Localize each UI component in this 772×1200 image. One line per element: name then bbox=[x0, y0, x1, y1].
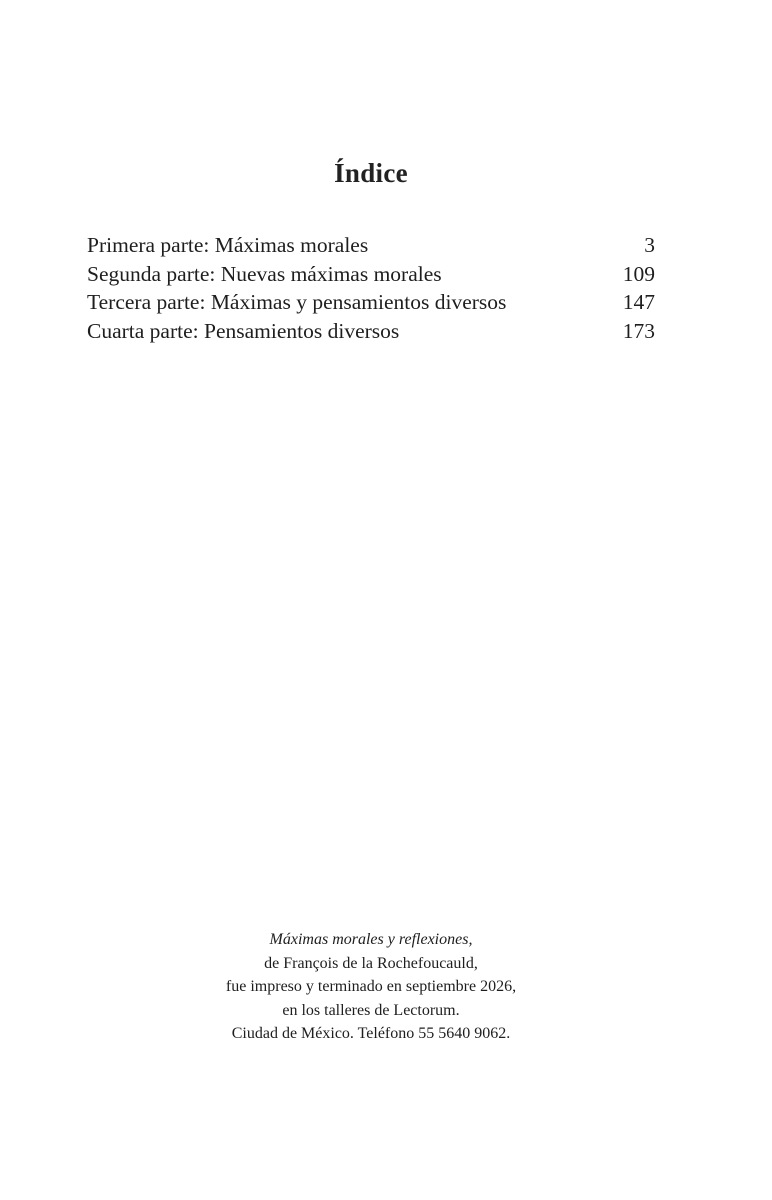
colophon-printed-date: fue impreso y terminado en septiembre 2026, bbox=[225, 978, 517, 995]
toc-entry-page: 147 bbox=[622, 290, 655, 314]
colophon-city-phone: Ciudad de México. Teléfono 55 5640 9062. bbox=[231, 1025, 511, 1042]
toc-entry-label: Tercera parte: Máximas y pensamientos diversos bbox=[87, 290, 507, 314]
toc-entry bbox=[87, 288, 655, 317]
colophon bbox=[0, 928, 742, 1046]
toc-entry-label: Cuarta parte: Pensamientos diversos bbox=[87, 318, 400, 343]
toc-entry bbox=[87, 231, 655, 260]
colophon-workshop: en los talleres de Lectorum. bbox=[282, 1001, 460, 1019]
toc-entry-page: 109 bbox=[622, 261, 655, 286]
page-title: Índice bbox=[334, 158, 408, 189]
toc-entry bbox=[87, 317, 655, 346]
table-of-contents bbox=[87, 231, 655, 345]
toc-entry bbox=[87, 260, 655, 289]
toc-entry-page: 3 bbox=[644, 233, 655, 257]
toc-entry-page: 173 bbox=[622, 318, 655, 343]
colophon-author: de François de la Rochefoucauld, bbox=[264, 954, 478, 972]
toc-entry-label: Segunda parte: Nuevas máximas morales bbox=[87, 261, 442, 286]
colophon-book-title: Máximas morales y reflexiones, bbox=[269, 931, 473, 948]
toc-entry-label: Primera parte: Máximas morales bbox=[87, 233, 369, 257]
